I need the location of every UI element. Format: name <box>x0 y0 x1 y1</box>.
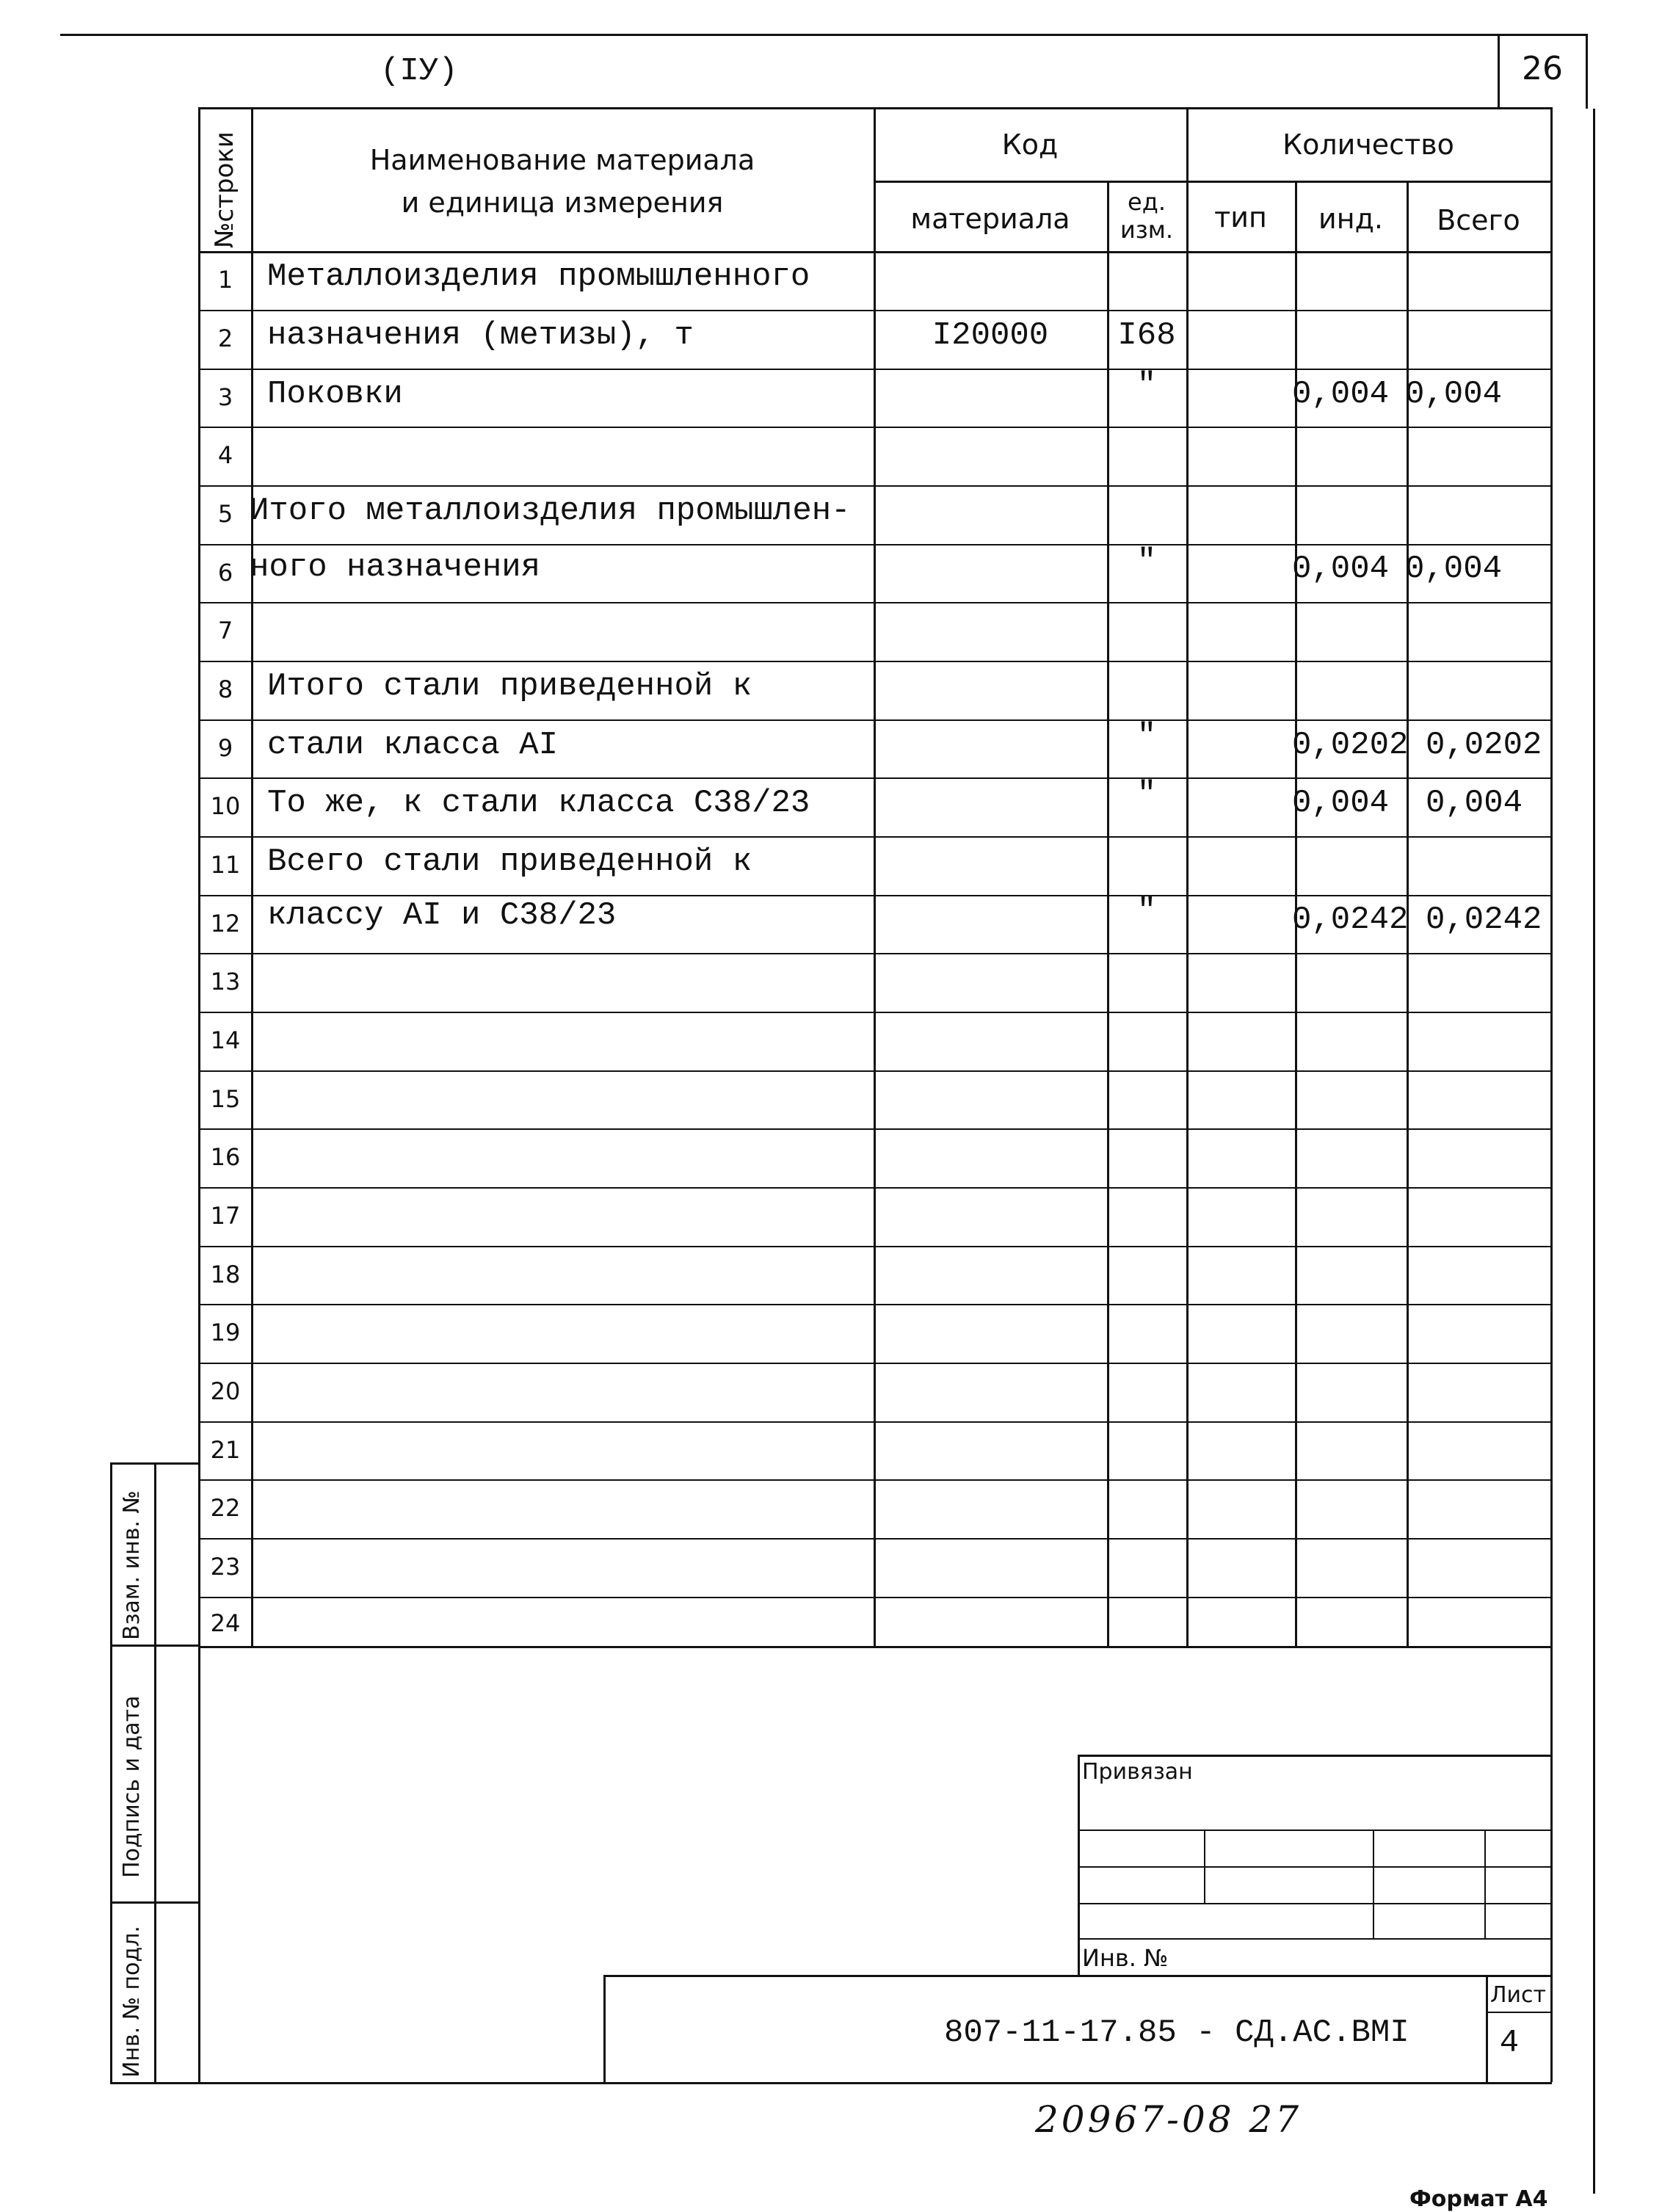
row-number: 6 <box>217 559 233 587</box>
row-number: 24 <box>210 1609 241 1637</box>
section-label: (IУ) <box>380 53 458 90</box>
header-quantity: Количество <box>1282 128 1454 161</box>
qty-total: 0,004 <box>1405 376 1503 413</box>
inv-label: Инв. № <box>1082 1944 1169 1972</box>
unit-ditto: " <box>1136 367 1157 404</box>
material-name: стали класса AI <box>267 727 559 764</box>
qty-individual: 0,004 <box>1292 376 1390 413</box>
row-number: 22 <box>210 1494 241 1522</box>
header-code-material: материала <box>910 203 1070 235</box>
qty-total: 0,0242 <box>1426 902 1542 938</box>
row-number: 21 <box>210 1436 241 1464</box>
row-number: 11 <box>210 851 241 879</box>
header-code-unit-line2: изм. <box>1120 216 1174 244</box>
handwritten-number: 20967-08 27 <box>1035 2098 1302 2141</box>
row-number: 23 <box>210 1553 241 1581</box>
stamp-inv-original: Инв. № подл. <box>119 1926 145 2078</box>
format-label: Формат А4 <box>1409 2186 1548 2212</box>
row-number: 2 <box>217 324 233 352</box>
row-number: 17 <box>210 1202 241 1230</box>
header-code-unit-line1: ед. <box>1128 188 1166 216</box>
material-name: ного назначения <box>250 549 541 586</box>
row-number: 13 <box>210 968 241 996</box>
header-qty-type: тип <box>1214 201 1267 233</box>
unit-code: I68 <box>1117 317 1176 354</box>
material-name: Всего стали приведенной к <box>267 844 752 880</box>
header-name-line2: и единица измерения <box>401 186 724 219</box>
sheet-number: 4 <box>1499 2025 1520 2061</box>
bound-label: Привязан <box>1082 1759 1193 1785</box>
row-number: 12 <box>210 910 241 938</box>
row-number: 20 <box>210 1377 241 1405</box>
row-number: 15 <box>210 1085 241 1113</box>
row-number: 4 <box>217 441 233 469</box>
row-number: 10 <box>210 792 241 820</box>
document-code: 807-11-17.85 - СД.АС.ВМI <box>944 2015 1409 2051</box>
unit-ditto: " <box>1136 776 1157 813</box>
qty-total: 0,004 <box>1405 551 1503 587</box>
row-number: 7 <box>217 617 233 645</box>
header-name-line1: Наименование материала <box>369 144 755 176</box>
header-qty-individual: инд. <box>1318 203 1383 235</box>
qty-individual: 0,0242 <box>1292 902 1409 938</box>
stamp-replaced-inv: Взам. инв. № <box>119 1490 145 1640</box>
material-name: То же, к стали класса С38/23 <box>267 785 810 822</box>
unit-ditto: " <box>1136 893 1157 929</box>
header-qty-total: Всего <box>1437 204 1520 236</box>
row-number: 3 <box>217 383 233 411</box>
qty-individual: 0,004 <box>1292 785 1390 822</box>
material-name: назначения (метизы), т <box>267 317 694 354</box>
row-number: 14 <box>210 1026 241 1054</box>
material-name: Поковки <box>267 376 403 413</box>
row-number: 1 <box>217 266 233 294</box>
unit-ditto: " <box>1136 543 1157 580</box>
qty-individual: 0,0202 <box>1292 727 1409 764</box>
row-number: 8 <box>217 675 233 703</box>
header-code: Код <box>1001 128 1059 161</box>
header-row-number: №строки <box>210 131 239 248</box>
sheet-label: Лист <box>1489 1982 1547 2008</box>
row-number: 9 <box>217 734 233 762</box>
qty-total: 0,0202 <box>1426 727 1542 764</box>
row-number: 18 <box>210 1261 241 1288</box>
row-number: 16 <box>210 1143 241 1171</box>
qty-total: 0,004 <box>1426 785 1523 822</box>
material-name: Металлоизделия промышленного <box>267 258 810 295</box>
material-name: Итого металлоизделия промышлен- <box>250 493 851 529</box>
stamp-signature-date: Подпись и дата <box>119 1695 145 1878</box>
material-name: классу AI и С38/23 <box>267 897 617 934</box>
unit-ditto: " <box>1136 718 1157 755</box>
material-name: Итого стали приведенной к <box>267 668 752 705</box>
qty-individual: 0,004 <box>1292 551 1390 587</box>
material-code: I20000 <box>932 317 1049 354</box>
page-number: 26 <box>1522 50 1563 87</box>
row-number: 5 <box>217 500 233 528</box>
row-number: 19 <box>210 1319 241 1346</box>
